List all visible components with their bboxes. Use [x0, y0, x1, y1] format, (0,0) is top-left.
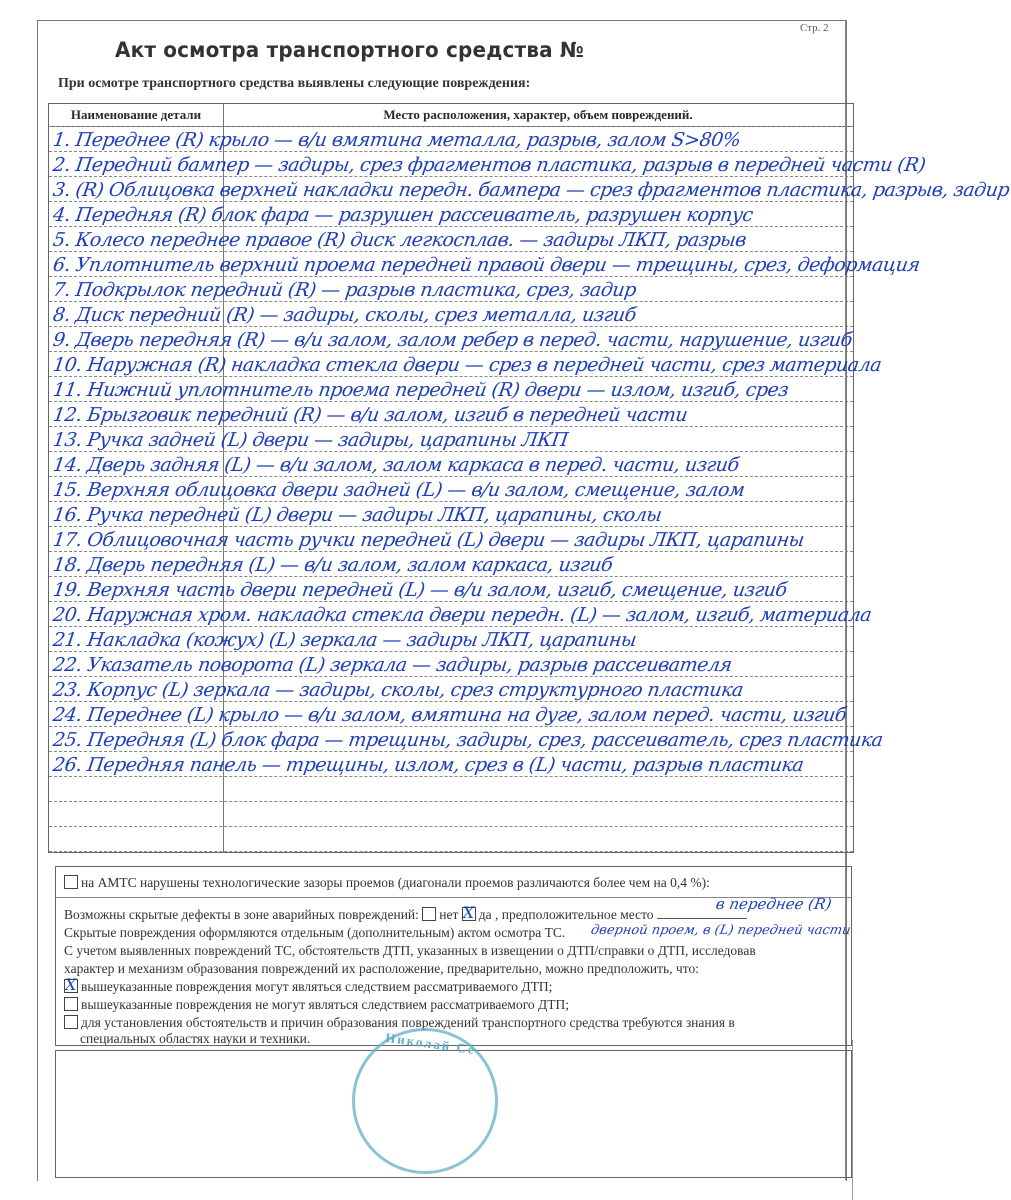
- option-3-checkbox[interactable]: [64, 1015, 78, 1029]
- option-1-checkbox[interactable]: [64, 979, 78, 993]
- option-3: [64, 1015, 735, 1031]
- row-line: [49, 851, 853, 852]
- table-row: 11. Нижний уплотнитель проема передней (R) двери — излом, изгиб, срез: [51, 379, 790, 401]
- table-row: 13. Ручка задней (L) двери — задиры, царапины ЛКП: [51, 429, 570, 451]
- hidden-place-handwritten-2: дверной проем, в (L) передней части: [589, 923, 852, 938]
- table-row: 15. Верхняя облицовка двери задней (L) — в/и залом, смещение, залом: [51, 479, 746, 501]
- table-row: 18. Дверь передняя (L) — в/и залом, залом каркаса, изгиб: [51, 554, 614, 576]
- table-row: 20. Наружная хром. накладка стекла двери передн. (L) — залом, изгиб, материала: [51, 604, 873, 626]
- table-row: 5. Колесо переднее правое (R) диск легкосплав. — задиры ЛКП, разрыв: [51, 229, 748, 251]
- option-3-continued: специальных областях науки и техники.: [80, 1031, 311, 1046]
- hidden-yes-label: да , предположительное место: [478, 907, 654, 922]
- reasoning-1: С учетом выявленных повреждений ТС, обстоятельств ДТП, указанных в извещении о ДТП/справки о ДТП, исследовав: [64, 943, 756, 958]
- option-3-text: для установления обстоятельств и причин образования повреждений транспортного средства требуются знания в: [81, 1015, 735, 1030]
- conclusions-box: [55, 866, 852, 1046]
- table-header: [49, 104, 853, 127]
- gaps-text: на АМТС нарушены технологические зазоры проемов (диагонали проемов различаются более чем на 0,4 %):: [81, 875, 710, 890]
- hidden-note: Скрытые повреждения оформляются отдельным (дополнительным) актом осмотра ТС.: [64, 925, 566, 940]
- hidden-no-checkbox[interactable]: [422, 907, 436, 921]
- table-row: 14. Дверь задняя (L) — в/и залом, залом каркаса в перед. части, изгиб: [51, 454, 741, 476]
- table-row: 16. Ручка передней (L) двери — задиры ЛКП, царапины, сколы: [51, 504, 663, 526]
- place-underline: [657, 918, 747, 919]
- table-row: 19. Верхняя часть двери передней (L) — в/и залом, изгиб, смещение, изгиб: [51, 579, 789, 601]
- damage-table: [48, 103, 1011, 853]
- header-damage-description: Место расположения, характер, объем повреждений.: [383, 107, 693, 122]
- hidden-yes-checkbox[interactable]: [462, 907, 476, 921]
- table-row: 4. Передняя (R) блок фара — разрушен рассеиватель, разрушен корпус: [51, 204, 755, 226]
- page-number: Стр. 2: [800, 22, 829, 34]
- reasoning-2: характер и механизм образования повреждений их расположение, предварительно, можно предположить, что:: [64, 961, 699, 976]
- gaps-line: [64, 875, 710, 891]
- table-row: 3. (R) Облицовка верхней накладки передн. бампера — срез фрагментов пластика, разрыв, задир: [51, 179, 1011, 201]
- table-row: 17. Облицовочная часть ручки передней (L) двери — задиры ЛКП, царапины: [51, 529, 806, 551]
- option-1-text: вышеуказанные повреждения могут являться следствием рассматриваемого ДТП;: [81, 979, 553, 994]
- option-2-text: вышеуказанные повреждения не могут являться следствием рассматриваемого ДТП;: [81, 997, 569, 1012]
- hidden-prefix: Возможны скрытые дефекты в зоне аварийных повреждений:: [64, 907, 419, 922]
- option-2-checkbox[interactable]: [64, 997, 78, 1011]
- table-row: 25. Передняя (L) блок фара — трещины, задиры, срез, рассеиватель, срез пластика: [51, 729, 885, 751]
- table-row: 23. Корпус (L) зеркала — задиры, сколы, срез структурного пластика: [51, 679, 745, 701]
- table-row: 8. Диск передний (R) — задиры, сколы, срез металла, изгиб: [51, 304, 638, 326]
- option-1: [64, 979, 552, 995]
- table-row: 12. Брызговик передний (R) — в/и залом, изгиб в передней части: [51, 404, 689, 426]
- page-title: Акт осмотра транспортного средства №: [115, 38, 585, 62]
- row-line: [49, 801, 853, 802]
- hidden-place-handwritten-1: в переднее (R): [714, 895, 834, 913]
- table-row: 2. Передний бампер — задиры, срез фрагментов пластика, разрыв в передней части (R): [51, 154, 927, 176]
- table-row: 26. Передняя панель — трещины, излом, срез в (L) части, разрыв пластика: [51, 754, 805, 776]
- scan-edge: [852, 1040, 853, 1200]
- table-row: 6. Уплотнитель верхний проема передней правой двери — трещины, срез, деформация: [51, 254, 922, 276]
- table-row: 24. Переднее (L) крыло — в/и залом, вмятина на дуге, залом перед. части, изгиб: [51, 704, 848, 726]
- hidden-defects-line: [64, 907, 747, 923]
- table-row: 1. Переднее (R) крыло — в/и вмятина металла, разрыв, залом S>80%: [51, 129, 742, 151]
- row-line: [49, 826, 853, 827]
- table-row: 21. Накладка (кожух) (L) зеркала — задиры ЛКП, царапины: [51, 629, 638, 651]
- row-line: [49, 126, 853, 127]
- table-row: 22. Указатель поворота (L) зеркала — задиры, разрыв рассеивателя: [51, 654, 734, 676]
- gaps-checkbox[interactable]: [64, 875, 78, 889]
- stamp-text: Николай Се: [384, 1029, 477, 1058]
- option-2: [64, 997, 569, 1013]
- table-row: 10. Наружная (R) накладка стекла двери — срез в передней части, срез материала: [51, 354, 883, 376]
- table-row: 9. Дверь передняя (R) — в/и залом, залом ребер в перед. части, нарушение, изгиб: [51, 329, 854, 351]
- header-part-name: Наименование детали: [70, 107, 202, 122]
- table-row: 7. Подкрылок передний (R) — разрыв пластика, срез, задир: [51, 279, 638, 301]
- subtitle: При осмотре транспортного средства выявлены следующие повреждения:: [58, 76, 531, 91]
- hidden-no-label: нет: [439, 907, 459, 922]
